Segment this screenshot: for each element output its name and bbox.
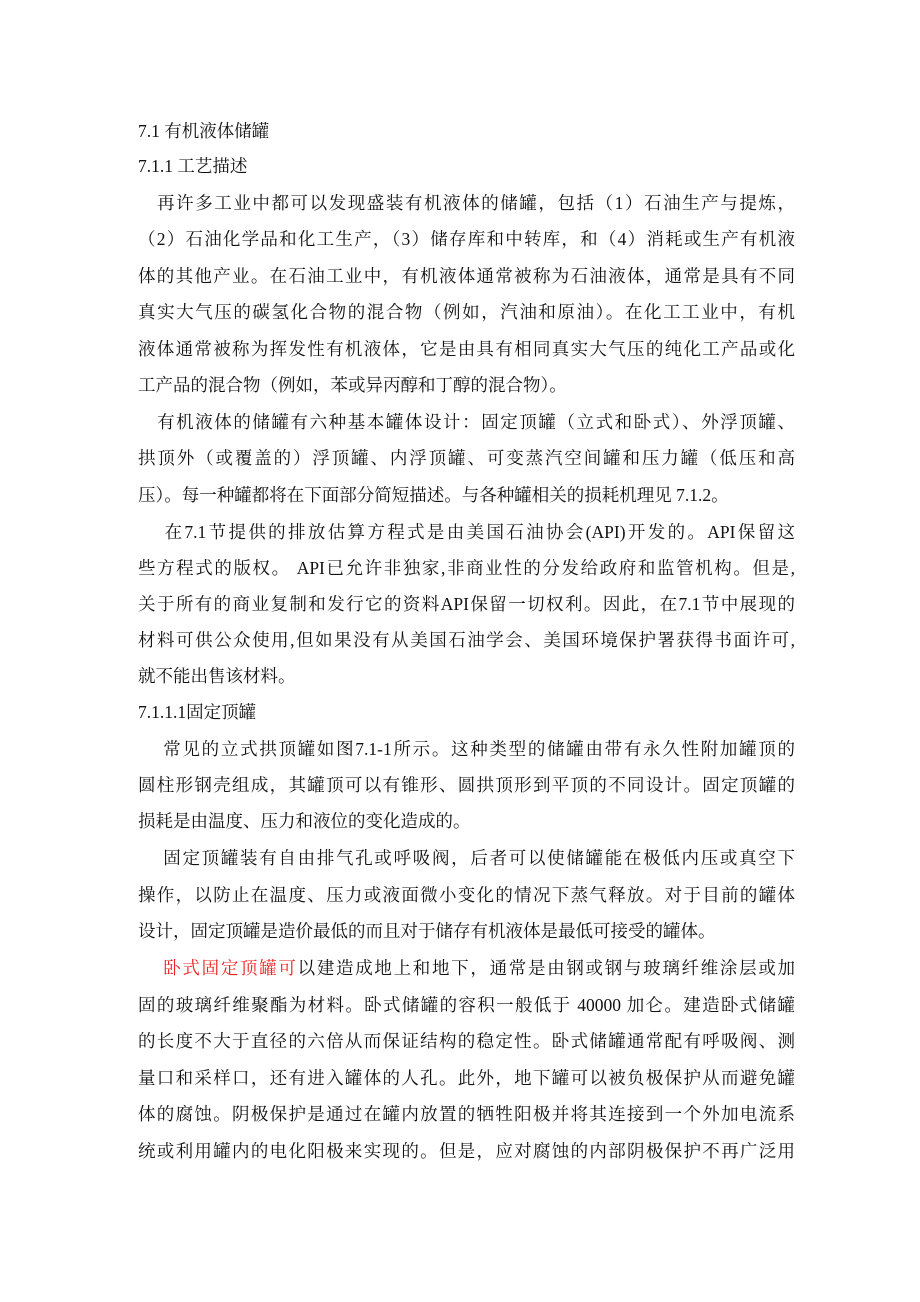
p6-first-line: 卧式固定顶罐可以建造成地上和地下，通常是由钢或钢与玻璃纤维涂层或加 (163, 958, 796, 978)
p3-line: 材料可供公众使用,但如果没有从美国石油学会、美国环境保护署获得书面许可, (138, 630, 795, 650)
p4-line: 常见的立式拱顶罐如图7.1-1所示。这种类型的储罐由带有永久性附加罐顶的 (138, 739, 795, 759)
p4-line: 圆柱形钢壳组成，其罐顶可以有锥形、圆拱顶形到平顶的不同设计。固定顶罐的 (138, 775, 795, 795)
heading-7-1-1-1: 7.1.1.1固定顶罐 (138, 702, 257, 722)
p4-line: 损耗是由温度、压力和液位的变化造成的。 (138, 811, 471, 831)
p1-line: 真实大气压的碳氢化合物的混合物（例如，汽油和原油）。在化工工业中，有机 (138, 302, 795, 322)
p2-line: 压）。每一种罐都将在下面部分简短描述。与各种罐相关的损耗机理见 7.1.2。 (138, 485, 729, 505)
p6-line: 体的腐蚀。阴极保护是通过在罐内放置的牺牲阳极并将其连接到一个外加电流系 (138, 1104, 795, 1124)
p6-line: 的长度不大于直径的六倍从而保证结构的稳定性。卧式储罐通常配有呼吸阀、测 (138, 1031, 795, 1051)
p5-line: 操作，以防止在温度、压力或液面微小变化的情况下蒸气释放。对于目前的罐体 (138, 885, 795, 905)
heading-7-1-1: 7.1.1 工艺描述 (138, 156, 248, 176)
p1-line: 再许多工业中都可以发现盛装有机液体的储罐，包括（1）石油生产与提炼， (138, 193, 795, 213)
p3-line: 些方程式的版权。 API已允许非独家,非商业性的分发给政府和监管机构。但是, (138, 558, 795, 578)
p2-line: 拱顶外（或覆盖的）浮顶罐、内浮顶罐、可变蒸汽空间罐和压力罐（低压和高 (138, 448, 795, 468)
p6-line: 量口和采样口，还有进入罐体的人孔。此外，地下罐可以被负极保护从而避免罐 (138, 1068, 795, 1088)
p5-line: 固定顶罐装有自由排气孔或呼吸阀，后者可以使储罐能在极低内压或真空下 (138, 848, 795, 868)
p1-line: 工产品的混合物（例如，苯或异丙醇和丁醇的混合物）。 (138, 375, 567, 395)
heading-7-1: 7.1 有机液体储罐 (138, 121, 270, 141)
p1-line: （2）石油化学品和化工生产，（3）储存库和中转库，和（4）消耗或生产有机液 (138, 229, 795, 249)
p1-line: 体的其他产业。在石油工业中，有机液体通常被称为石油液体，通常是具有不同 (138, 266, 795, 286)
highlighted-text: 卧式固定顶罐可 (163, 958, 298, 978)
p5-line: 设计，固定顶罐是造价最低的而且对于储存有机液体是最低可接受的罐体。 (138, 921, 716, 941)
p6-line: 统或利用罐内的电化阳极来实现的。但是，应对腐蚀的内部阴极保护不再广泛用 (138, 1141, 795, 1161)
p3-line: 在7.1节提供的排放估算方程式是由美国石油协会(API)开发的。API保留这 (138, 522, 795, 542)
p3-line: 就不能出售该材料。 (138, 666, 296, 686)
p1-line: 液体通常被称为挥发性有机液体，它是由具有相同真实大气压的纯化工产品或化 (138, 339, 795, 359)
p6-line: 固的玻璃纤维聚酯为材料。卧式储罐的容积一般低于 40000 加仑。建造卧式储罐 (138, 995, 795, 1015)
p3-line: 关于所有的商业复制和发行它的资料API保留一切权利。因此，在7.1节中展现的 (138, 594, 795, 614)
p2-line: 有机液体的储罐有六种基本罐体设计：固定顶罐（立式和卧式）、外浮顶罐、 (138, 412, 795, 432)
